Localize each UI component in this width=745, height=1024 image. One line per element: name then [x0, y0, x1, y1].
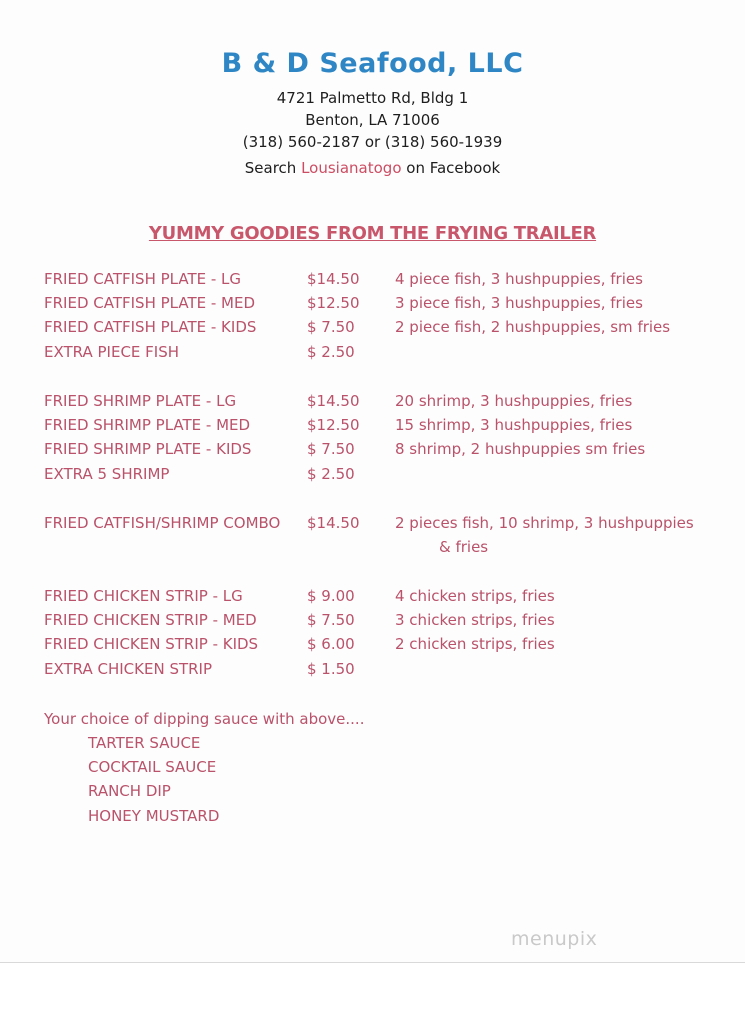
item-name: FRIED CHICKEN STRIP - LG — [44, 587, 243, 605]
item-name: EXTRA CHICKEN STRIP — [44, 660, 213, 678]
menu-item — [0, 270, 745, 292]
menu-item — [0, 635, 745, 657]
item-price: $ 6.00 — [307, 635, 355, 653]
item-description: 15 shrimp, 3 hushpuppies, fries — [395, 416, 633, 434]
item-price: $ 7.50 — [307, 611, 355, 629]
item-description: 2 piece fish, 2 hushpuppies, sm fries — [395, 318, 671, 336]
item-description: 20 shrimp, 3 hushpuppies, fries — [395, 392, 633, 410]
item-name: FRIED CATFISH PLATE - MED — [44, 294, 256, 312]
item-price: $12.50 — [307, 294, 360, 312]
item-description: 3 chicken strips, fries — [395, 611, 555, 629]
item-description-continued: & fries — [439, 538, 489, 556]
item-price: $14.50 — [307, 270, 360, 288]
item-price: $ 7.50 — [307, 318, 355, 336]
item-name: FRIED CHICKEN STRIP - MED — [44, 611, 257, 629]
menu-item — [0, 294, 745, 316]
item-price: $ 9.00 — [307, 587, 355, 605]
menu-item — [0, 318, 745, 340]
menu-item — [0, 514, 745, 536]
item-name: FRIED CATFISH/SHRIMP COMBO — [44, 514, 281, 532]
phone-numbers: (318) 560-2187 or (318) 560-1939 — [242, 133, 503, 151]
item-description: 8 shrimp, 2 hushpuppies sm fries — [395, 440, 646, 458]
item-price: $ 2.50 — [307, 465, 355, 483]
item-name: EXTRA 5 SHRIMP — [44, 465, 170, 483]
menu-item — [0, 392, 745, 414]
item-name: FRIED SHRIMP PLATE - KIDS — [44, 440, 252, 458]
item-name: FRIED SHRIMP PLATE - LG — [44, 392, 237, 410]
sauce-intro: Your choice of dipping sauce with above.... — [44, 710, 365, 728]
item-price: $14.50 — [307, 392, 360, 410]
facebook-name: Lousianatogo — [301, 159, 402, 177]
address-line-2: Benton, LA 71006 — [305, 111, 440, 129]
item-name: EXTRA PIECE FISH — [44, 343, 180, 361]
sauce-option: HONEY MUSTARD — [88, 807, 220, 825]
item-price: $ 1.50 — [307, 660, 355, 678]
menu-section-title: YUMMY GOODIES FROM THE FRYING TRAILER — [148, 223, 597, 244]
sauce-option: TARTER SAUCE — [88, 734, 201, 752]
menu-item — [0, 660, 745, 682]
menu-item — [0, 416, 745, 438]
item-name: FRIED CATFISH PLATE - LG — [44, 270, 242, 288]
menupix-watermark: menupix — [511, 928, 598, 950]
menu-item — [0, 587, 745, 609]
facebook-suffix: on Facebook — [401, 159, 501, 177]
address-line-1: 4721 Palmetto Rd, Bldg 1 — [276, 89, 469, 107]
item-name: FRIED SHRIMP PLATE - MED — [44, 416, 251, 434]
item-description: 2 chicken strips, fries — [395, 635, 555, 653]
facebook-prefix: Search — [244, 159, 302, 177]
item-name: FRIED CATFISH PLATE - KIDS — [44, 318, 257, 336]
business-name: B & D Seafood, LLC — [221, 48, 524, 79]
item-price: $14.50 — [307, 514, 360, 532]
item-description: 3 piece fish, 3 hushpuppies, fries — [395, 294, 643, 312]
item-price: $ 7.50 — [307, 440, 355, 458]
item-price: $12.50 — [307, 416, 360, 434]
menu-item — [0, 611, 745, 633]
menu-item — [0, 465, 745, 487]
item-name: FRIED CHICKEN STRIP - KIDS — [44, 635, 259, 653]
item-price: $ 2.50 — [307, 343, 355, 361]
menu-item — [0, 440, 745, 462]
facebook-line — [0, 159, 745, 177]
sauce-option: RANCH DIP — [88, 782, 171, 800]
item-description: 2 pieces fish, 10 shrimp, 3 hushpuppies — [395, 514, 694, 532]
item-description: 4 piece fish, 3 hushpuppies, fries — [395, 270, 643, 288]
menu-item — [0, 343, 745, 365]
sauce-option: COCKTAIL SAUCE — [88, 758, 217, 776]
item-description: 4 chicken strips, fries — [395, 587, 555, 605]
